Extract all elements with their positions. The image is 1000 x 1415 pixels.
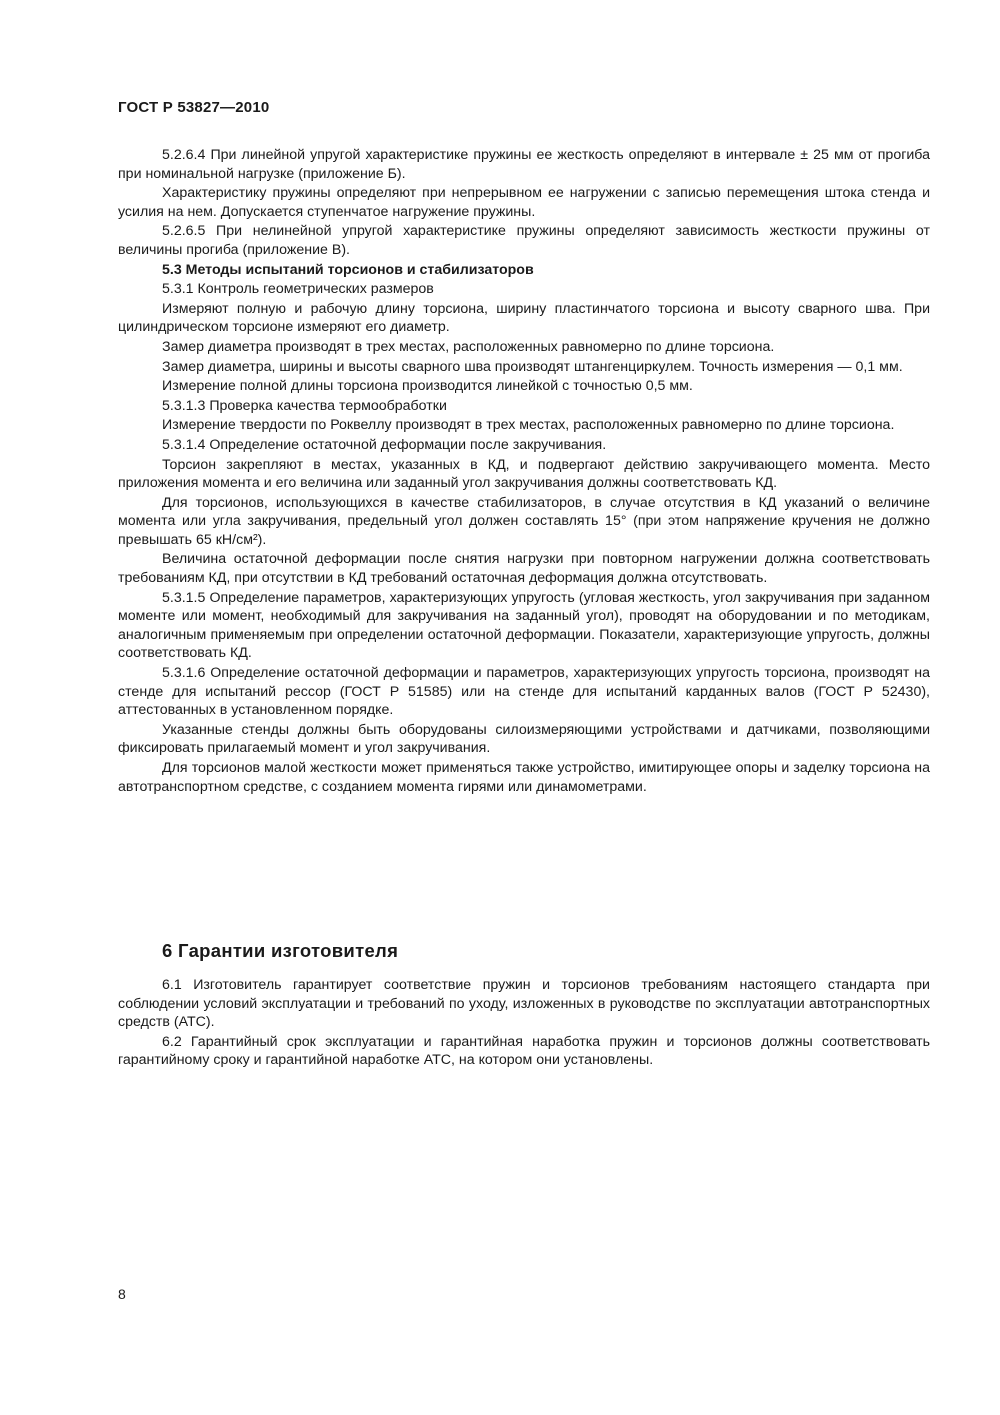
paragraph: 5.3.1.4 Определение остаточной деформации после закручивания. xyxy=(162,436,607,453)
paragraph: 6.1 Изготовитель гарантирует соответствие пружин и торсионов требованиям настоящего стандарта при соблюдении условий эксплуатации и требований по уходу, изложенных в руководстве по эксплуатации автотранспортных средств (АТС). xyxy=(118,977,930,1031)
paragraph: Измерение полной длины торсиона производится линейкой с точностью 0,5 мм. xyxy=(162,378,693,395)
document-header: ГОСТ Р 53827—2010 xyxy=(118,99,270,116)
paragraph: Замер диаметра производят в трех местах, расположенных равномерно по длине торсиона. xyxy=(162,338,775,355)
paragraph: Замер диаметра, ширины и высоты сварного шва производят штангенциркулем. Точность измерения — 0,1 мм. xyxy=(162,358,903,375)
paragraph: Величина остаточной деформации после снятия нагрузки при повторном нагружении должна соответствовать требованиям КД, при отсутствии в КД требований остаточная деформация должна отсутствовать. xyxy=(118,551,930,587)
section-5-body xyxy=(118,146,930,797)
paragraph: 5.2.6.5 При нелинейной упругой характеристике пружины определяют зависимость жесткости пружины от величины прогиба (приложение В). xyxy=(118,223,930,258)
paragraph: Измеряют полную и рабочую длину торсиона, ширину пластинчатого торсиона и высоту сварного шва. При цилиндрическом торсионе измеряют его диаметр. xyxy=(118,300,930,336)
paragraph: Торсион закрепляют в местах, указанных в КД, и подвергают действию закручивающего момента. Место приложения момента и его величина или заданный угол закручивания должны соответствовать КД. xyxy=(118,456,930,492)
paragraph: Характеристику пружины определяют при непрерывном ее нагружении с записью перемещения штока стенда и усилия на нем. Допускается ступенчатое нагружение пружины. xyxy=(118,185,930,220)
page-number: 8 xyxy=(118,1286,126,1302)
paragraph: 5.2.6.4 При линейной упругой характеристике пружины ее жесткость определяют в интервале ± 25 мм от прогиба при номинальной нагрузке (приложение Б). xyxy=(118,147,930,182)
paragraph: Для торсионов малой жесткости может применяться также устройство, имитирующее опоры и заделку торсиона на автотранспортном средстве, с созданием момента гирями или динамометрами. xyxy=(118,760,930,795)
subsection-heading: 5.3 Методы испытаний торсионов и стабилизаторов xyxy=(162,261,534,278)
paragraph: Указанные стенды должны быть оборудованы силоизмеряющими устройствами и датчиками, позволяющими фиксировать прилагаемый момент и угол закручивания. xyxy=(118,721,930,757)
paragraph: 6.2 Гарантийный срок эксплуатации и гарантийная наработка пружин и торсионов должны соответствовать гарантийному сроку и гарантийной наработке АТС, на котором они установлены. xyxy=(118,1033,930,1069)
paragraph: 5.3.1.3 Проверка качества термообработки xyxy=(162,397,447,414)
section-6-title: 6 Гарантии изготовителя xyxy=(162,940,399,961)
paragraph: Измерение твердости по Роквеллу производят в трех местах, расположенных равномерно по длине торсиона. xyxy=(162,417,895,434)
paragraph: Для торсионов, использующихся в качестве стабилизаторов, в случае отсутствия в КД указаний о величине момента или угла закручивания, предельный угол должен составлять 15° (при этом напряжение кручения не должно превышать 65 кН/см²). xyxy=(118,494,930,548)
paragraph: 5.3.1 Контроль геометрических размеров xyxy=(162,281,434,298)
paragraph: 5.3.1.5 Определение параметров, характеризующих упругость (угловая жесткость, угол закручивания при заданном моменте или момент, необходимый для закручивания на заданный угол), проводят на оборудовании и по методикам, аналогичным применяемым при определении остаточной деформации. Показатели, характеризующие упругость, должны соответствовать КД. xyxy=(118,589,930,662)
paragraph: 5.3.1.6 Определение остаточной деформации и параметров, характеризующих упругость торсиона, производят на стенде для испытаний рессор (ГОСТ Р 51585) или на стенде для испытаний карданных валов (ГОСТ Р 52430), аттестованных в установленном порядке. xyxy=(118,665,930,719)
section-6-body xyxy=(118,976,930,1071)
